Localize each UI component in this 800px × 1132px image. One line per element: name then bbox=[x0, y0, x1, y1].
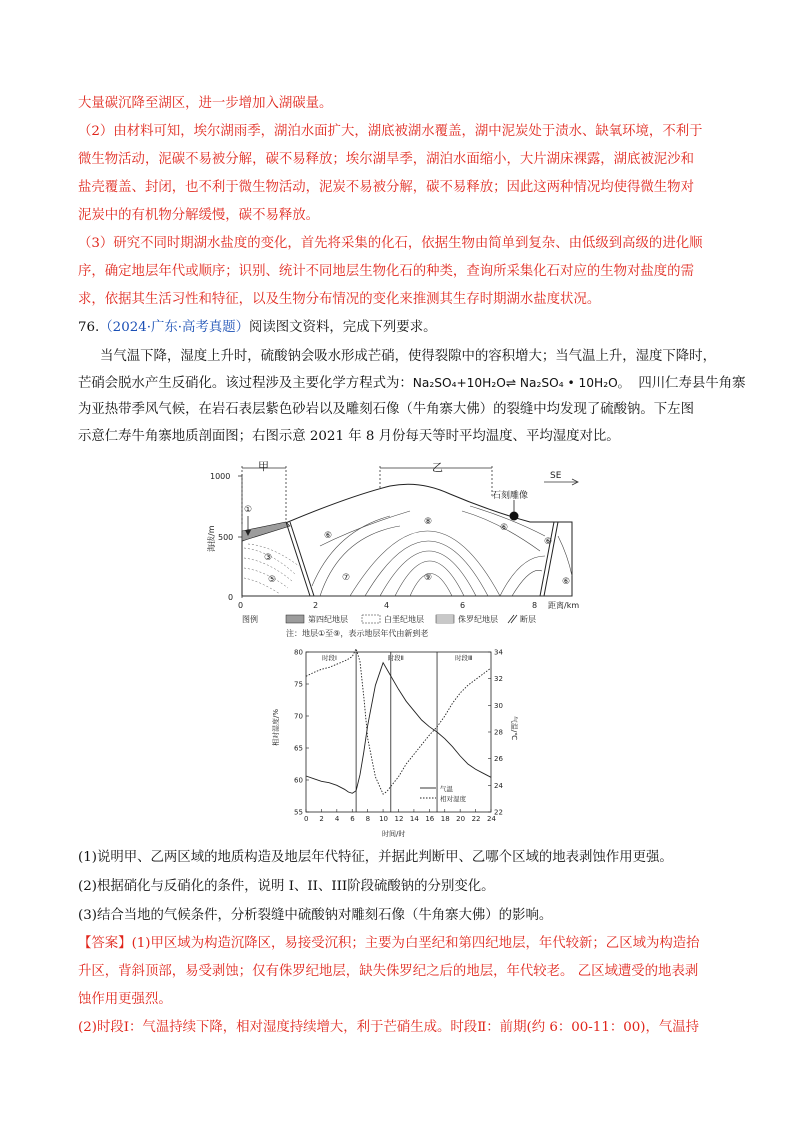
answer-text: 微生物活动，泥碳不易被分解，碳不易释放；埃尔湖旱季，湖泊水面缩小，大片湖床裸露，湖底被泥沙和 bbox=[78, 152, 694, 167]
material-text: 示意仁寿牛角寨地质剖面图；右图示意 2021 年 8 月份每天等时平均温度、平均湿度对比。 bbox=[78, 429, 620, 444]
period-label: 时段Ⅱ bbox=[387, 654, 404, 662]
x-tick-label: 24 bbox=[487, 815, 496, 823]
x-tick-label: 12 bbox=[394, 815, 404, 823]
y-axis-label-left: 相对湿度/% bbox=[272, 708, 280, 746]
answer-text: （3）研究不同时期湖水盐度的变化，首先将采集的化石，依据生物由简单到复杂、由低级到高级的进化顺 bbox=[78, 236, 703, 251]
plot-frame bbox=[306, 652, 491, 812]
layer-mark: ⑥ bbox=[500, 523, 509, 533]
y-tick-label-left: 75 bbox=[294, 680, 303, 689]
layer-mark: ⑥ bbox=[324, 531, 333, 541]
material-text-part: 四川仁寿县牛角寨 bbox=[638, 376, 746, 391]
geology-cross-section bbox=[200, 456, 620, 646]
answer-text: 大量碳沉降至湖区，进一步增加入湖碳量。 bbox=[78, 96, 333, 111]
legend-item: 断层 bbox=[520, 615, 536, 624]
material-text: 为亚热带季风气候，在岩石表层紫色砂岩以及雕刻石像（牛角寨大佛）的裂缝中均发现了硫酸钠。下左图 bbox=[78, 402, 694, 417]
y-tick-label-left: 60 bbox=[294, 776, 303, 785]
y-tick-label-right: 26 bbox=[494, 755, 503, 764]
layer-mark: ⑤ bbox=[268, 575, 277, 585]
layer-mark: ③ bbox=[264, 553, 273, 563]
task-3: (3)结合当地的气候条件，分析裂缝中硫酸钠对雕刻石像（牛角寨大佛）的影响。 bbox=[78, 908, 553, 923]
humidity-line bbox=[306, 649, 491, 794]
y-tick: 1000 bbox=[210, 472, 231, 481]
legend-swatch-fault bbox=[508, 615, 517, 623]
y-tick-label-right: 22 bbox=[494, 808, 503, 817]
chemical-equation: Na₂SO₄+10H₂O⇌ Na₂SO₄ • 10H₂O。 bbox=[412, 376, 630, 390]
x-tick: 0 bbox=[238, 601, 244, 610]
x-axis-label: 时间/时 bbox=[382, 830, 406, 838]
y-tick: 500 bbox=[218, 533, 234, 542]
x-tick-label: 18 bbox=[440, 815, 450, 823]
layer-mark: ⑨ bbox=[424, 573, 433, 583]
x-tick: 4 bbox=[384, 601, 390, 610]
question-number: 76. bbox=[78, 320, 100, 335]
answer-text: （2）由材料可知，埃尔湖雨季，湖泊水面扩大，湖底被湖水覆盖，湖中泥炭处于渍水、缺氧环境，不利于 bbox=[78, 124, 703, 139]
x-tick-label: 8 bbox=[365, 815, 371, 823]
legend-swatch-jurassic bbox=[436, 615, 454, 623]
x-tick-label: 16 bbox=[425, 815, 435, 823]
region-yi-label: 乙 bbox=[432, 461, 443, 474]
task-2: (2)根据硝化与反硝化的条件，说明 I、II、III阶段硫酸钠的分别变化。 bbox=[78, 879, 495, 894]
legend-item: 侏罗纪地层 bbox=[458, 615, 498, 624]
legend-item-humidity: 相对湿度 bbox=[440, 795, 466, 803]
question-prompt: 阅读图文资料，完成下列要求。 bbox=[249, 320, 437, 335]
y-tick-label-right: 28 bbox=[494, 728, 503, 737]
y-tick-label-left: 70 bbox=[294, 712, 303, 721]
y-axis-label-right: 气温/℃ bbox=[510, 716, 518, 741]
legend-title: 图例 bbox=[242, 615, 258, 624]
y-axis-label: 海拔/m bbox=[207, 525, 216, 552]
y-tick-label-right: 34 bbox=[494, 648, 503, 657]
period-label: 时段Ⅲ bbox=[455, 654, 473, 662]
x-tick: 6 bbox=[460, 601, 466, 610]
x-tick-label: 20 bbox=[456, 815, 466, 823]
answer-text: 升区，背斜顶部，易受剥蚀；仅有侏罗纪地层，缺失侏罗纪之后的地层，年代较老。 乙区域遭受的地表剥 bbox=[78, 964, 699, 979]
answer-text: 泥炭中的有机物分解缓慢，碳不易释放。 bbox=[78, 208, 320, 223]
answer-text: 求，依据其生活习性和特征，以及生物分布情况的变化来推测其生存时期湖水盐度状况。 bbox=[78, 292, 601, 307]
x-tick: 2 bbox=[313, 601, 319, 610]
x-tick-label: 4 bbox=[334, 815, 340, 823]
y-tick: 0 bbox=[228, 593, 234, 602]
temperature-humidity-chart bbox=[262, 646, 522, 842]
figure-note: 注：地层①至⑨，表示地层年代由新到老 bbox=[286, 629, 429, 638]
legend-swatch-cretaceous bbox=[362, 615, 380, 623]
x-unit: 距离/km bbox=[548, 601, 580, 610]
material-text-part: 芒硝会脱水产生反硝化。该过程涉及主要化学方程式为： bbox=[78, 376, 413, 391]
question-source: （2024·广东·高考真题） bbox=[99, 320, 250, 335]
task-1: (1)说明甲、乙两区域的地质构造及地层年代特征，并据此判断甲、乙哪个区域的地表剥蚀作用更强。 bbox=[78, 850, 673, 865]
x-tick-label: 10 bbox=[379, 815, 389, 823]
answer-tag: 【答案】 bbox=[78, 936, 132, 951]
period-label: 时段Ⅰ bbox=[322, 654, 337, 662]
layer-mark: ⑥ bbox=[544, 537, 553, 547]
x-tick-label: 6 bbox=[350, 815, 355, 823]
legend-item-temperature: 气温 bbox=[440, 785, 453, 793]
y-tick-label-left: 80 bbox=[294, 648, 303, 657]
material-text bbox=[78, 373, 746, 394]
y-tick-label-right: 30 bbox=[494, 701, 503, 710]
statue-marker bbox=[510, 512, 519, 521]
y-tick-label-left: 55 bbox=[294, 808, 303, 817]
material-text: 当气温下降，湿度上升时，硫酸钠会吸水形成芒硝，使得裂隙中的容积增大；当气温上升，湿度下降时， bbox=[100, 349, 716, 364]
region-jia-label: 甲 bbox=[258, 460, 269, 473]
layer-mark: ⑥ bbox=[562, 577, 571, 587]
answer-line bbox=[78, 934, 700, 954]
legend-item: 第四纪地层 bbox=[308, 615, 348, 624]
legend-swatch-quaternary bbox=[286, 615, 304, 623]
y-tick-label-left: 65 bbox=[294, 744, 303, 753]
chart-legend bbox=[420, 784, 467, 803]
answer-text: (1)甲区域为构造沉降区，易接受沉积；主要为白垩纪和第四纪地层，年代较新；乙区域为构造抬 bbox=[131, 936, 700, 951]
layer-mark: ⑧ bbox=[424, 517, 433, 527]
x-tick-label: 2 bbox=[319, 815, 324, 823]
x-tick-label: 22 bbox=[471, 815, 481, 823]
x-tick: 8 bbox=[532, 601, 538, 610]
temperature-line bbox=[306, 663, 491, 794]
answer-text: 盐壳覆盖、封闭，也不利于微生物活动，泥炭不易被分解，碳不易释放；因此这两种情况均使得微生物对 bbox=[78, 180, 694, 195]
x-tick-label: 14 bbox=[409, 815, 419, 823]
question-header bbox=[78, 318, 436, 338]
y-tick-label-right: 32 bbox=[494, 675, 503, 684]
y-tick-label-right: 24 bbox=[494, 781, 503, 790]
x-tick-label: 0 bbox=[304, 815, 309, 823]
answer-text: (2)时段Ⅰ：气温持续下降，相对湿度持续增大，利于芒硝生成。时段Ⅱ：前期(约 6：00-11：00)，气温持 bbox=[78, 1020, 700, 1035]
direction-label: SE bbox=[550, 471, 562, 481]
layer-mark: ⑦ bbox=[342, 573, 351, 583]
legend-item: 白垩纪地层 bbox=[384, 615, 424, 624]
statue-label: 石刻雕像 bbox=[492, 491, 529, 501]
answer-text: 序，确定地层年代或顺序；识别、统计不同地层生物化石的种类，查询所采集化石对应的生物对盐度的需 bbox=[78, 264, 694, 279]
answer-text: 蚀作用更强烈。 bbox=[78, 992, 172, 1007]
layer-mark: ① bbox=[244, 505, 253, 515]
